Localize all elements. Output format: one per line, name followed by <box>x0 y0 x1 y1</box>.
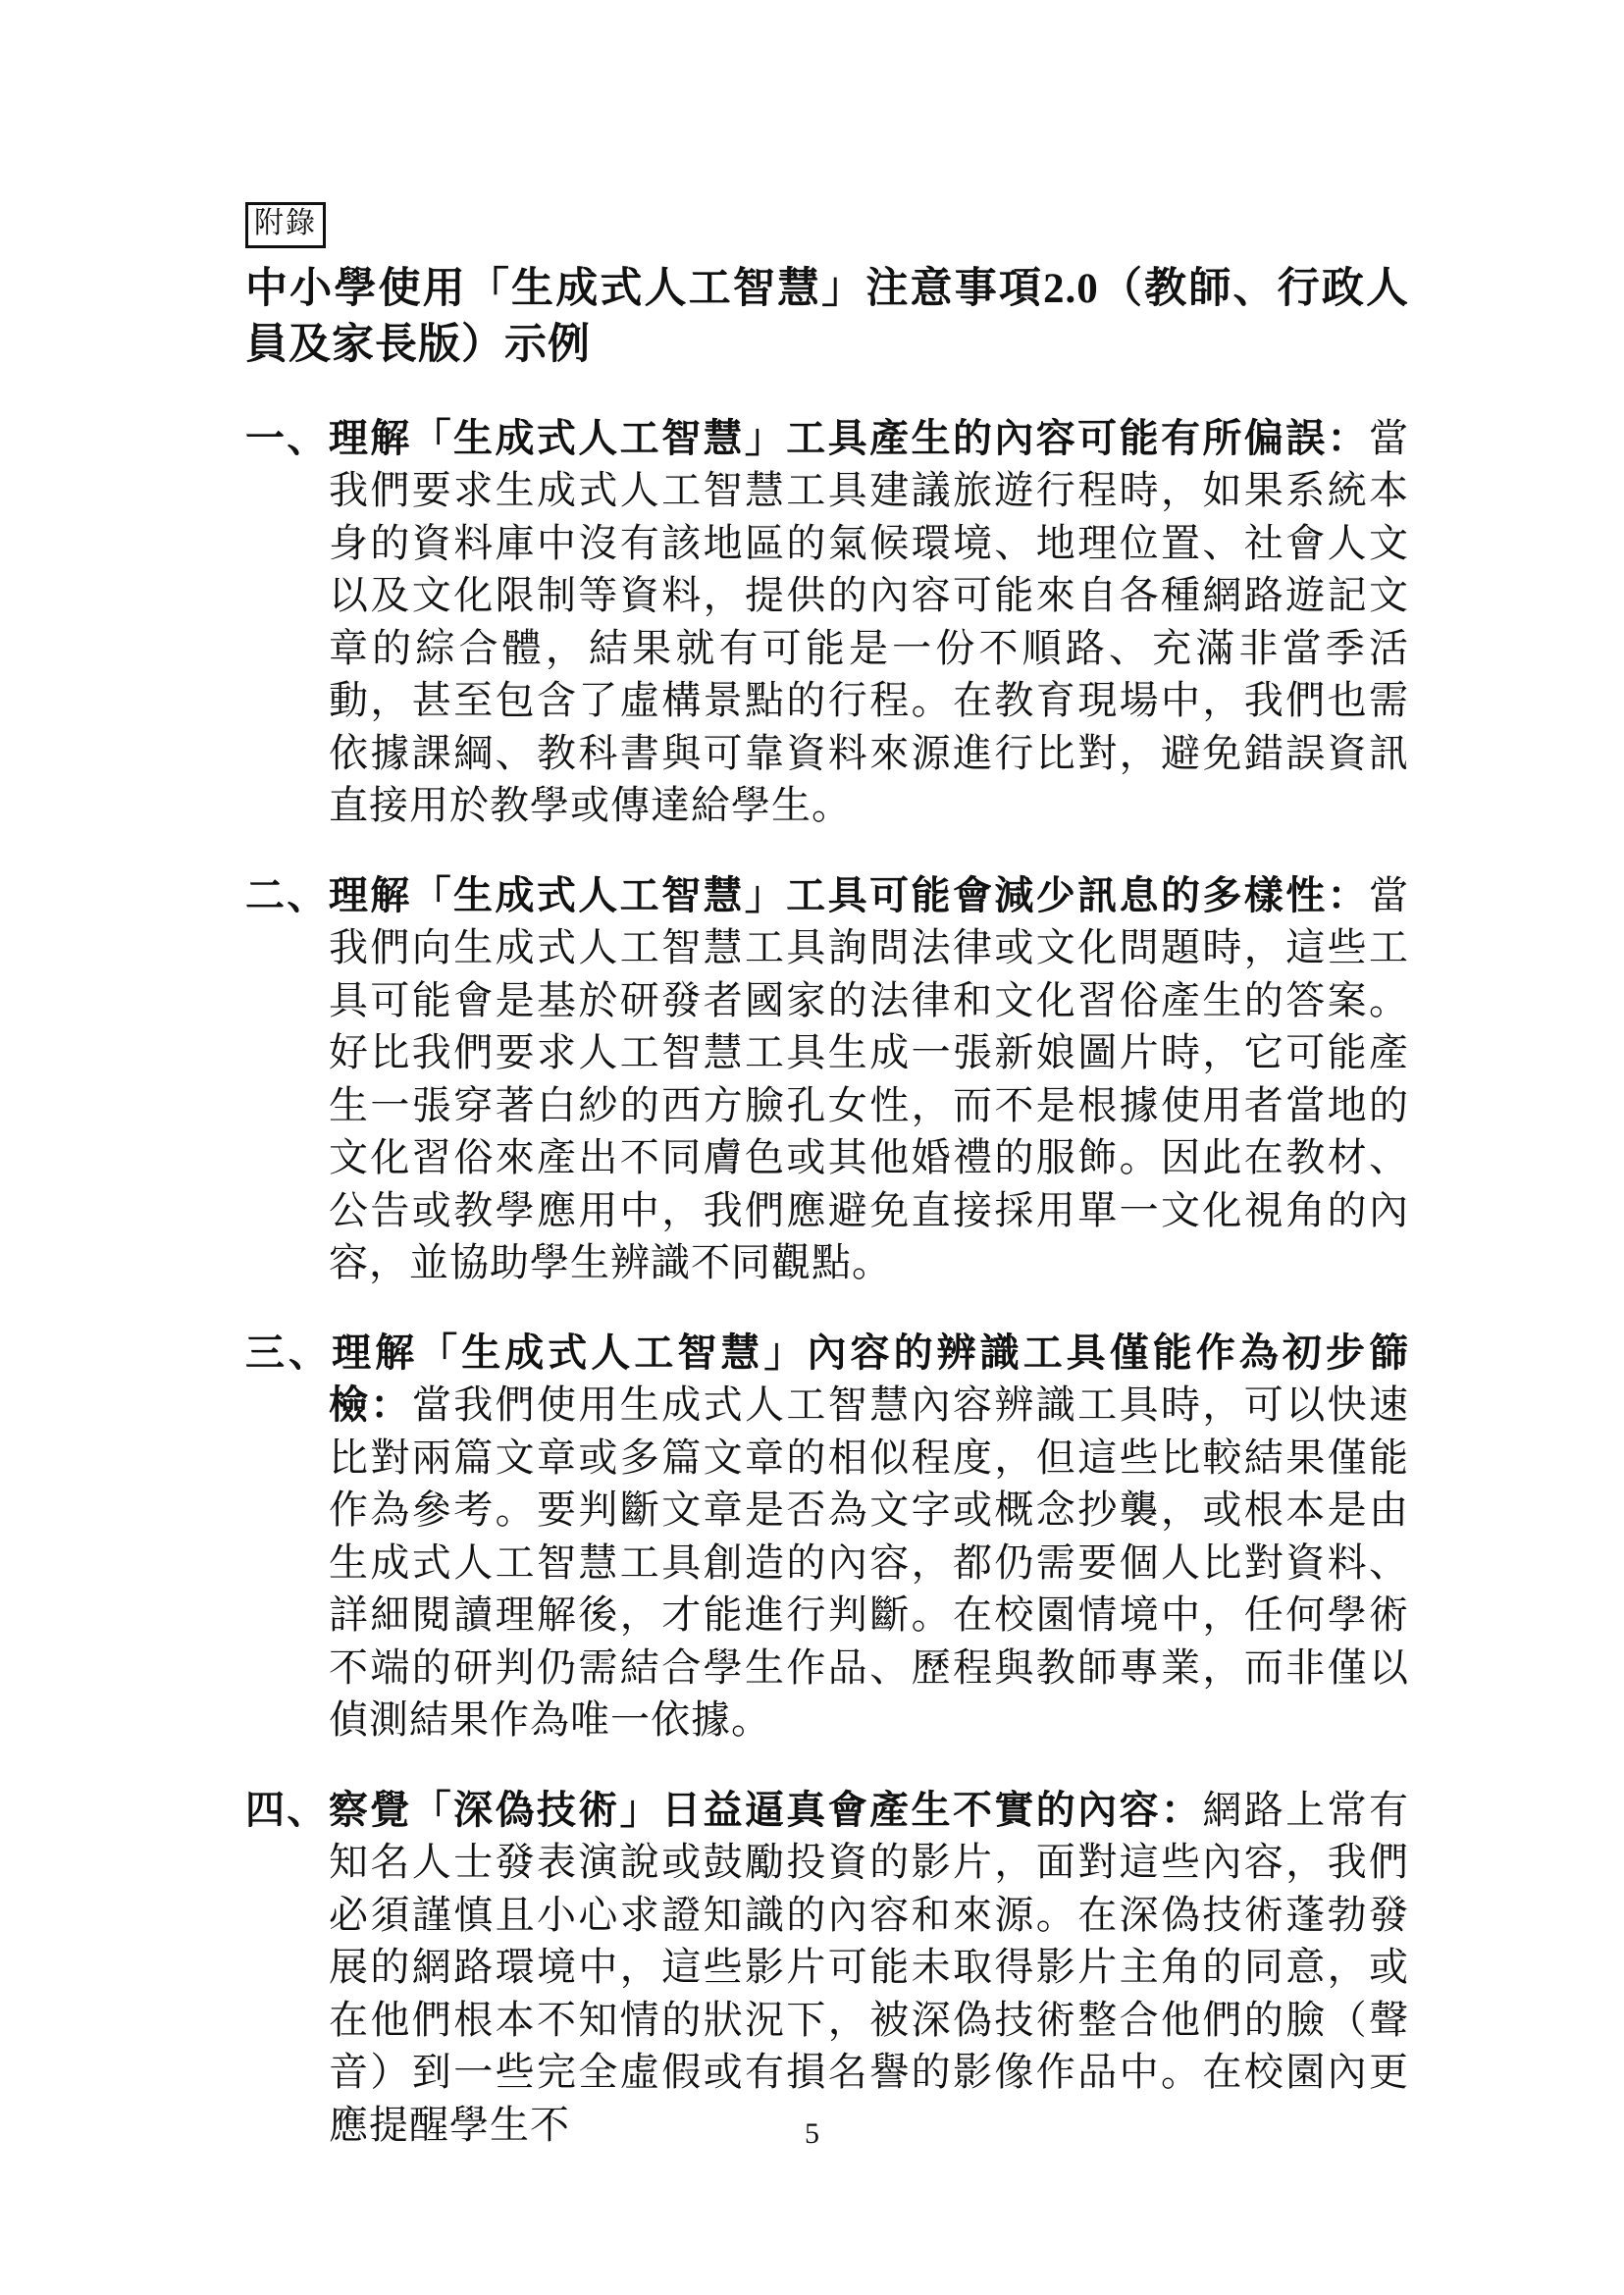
page-title: 中小學使用「生成式人工智慧」注意事項2.0（教師、行政人員及家長版）示例 <box>245 265 1409 368</box>
item-2-body: 當我們向生成式人工智慧工具詢問法律或文化問題時，這些工具可能會是基於研發者國家的法律和文化習俗產生的答案。好比我們要求人工智慧工具生成一張新娘圖片時，它可能產生一張穿著白紗的西方臉孔女性，而不是根據使用者當地的文化習俗來產出不同膚色或其他婚禮的服飾。因此在教材、公告或教學應用中，我們應避免直接採用單一文化視角的內容，並協助學生辨識不同觀點。 <box>329 872 1410 1284</box>
item-2-number: 二、 <box>245 872 329 917</box>
page-number: 5 <box>805 2117 819 2150</box>
list-item-1 <box>245 412 1409 832</box>
list-item-4 <box>245 1784 1409 2152</box>
item-1-number: 一、 <box>245 415 329 460</box>
item-3-number: 三、 <box>245 1330 333 1375</box>
item-4-body: 網路上常有知名人士發表演說或鼓勵投資的影片，面對這些內容，我們必須謹慎且小心求證知識的內容和來源。在深偽技術蓬勃發展的網路環境中，這些影片可能未取得影片主角的同意，或在他們根本不知情的狀況下，被深偽技術整合他們的臉（聲音）到一些完全虛假或有損名譽的影像作品中。在校園內更應提醒學生不 <box>329 1787 1410 2147</box>
page-content <box>245 202 1409 2188</box>
item-1-body: 當我們要求生成式人工智慧工具建議旅遊行程時，如果系統本身的資料庫中沒有該地區的氣候環境、地理位置、社會人文以及文化限制等資料，提供的內容可能來自各種網路遊記文章的綜合體，結果就有可能是一份不順路、充滿非當季活動，甚至包含了虛構景點的行程。在教育現場中，我們也需依據課綱、教科書與可靠資料來源進行比對，避免錯誤資訊直接用於教學或傳達給學生。 <box>329 415 1410 827</box>
item-2-heading: 理解「生成式人工智慧」工具可能會減少訊息的多樣性： <box>328 872 1370 917</box>
item-4-heading: 察覺「深偽技術」日益逼真會產生不實的內容： <box>328 1787 1203 1832</box>
appendix-label: 附錄 <box>245 202 326 248</box>
list-item-3 <box>245 1327 1409 1747</box>
list-item-2 <box>245 869 1409 1289</box>
item-3-body: 當我們使用生成式人工智慧內容辨識工具時，可以快速比對兩篇文章或多篇文章的相似程度，但這些比較結果僅能作為參考。要判斷文章是否為文字或概念抄襲，或根本是由生成式人工智慧工具創造的內容，都仍需要個人比對資料、詳細閱讀理解後，才能進行判斷。在校園情境中，任何學術不端的研判仍需結合學生作品、歷程與教師專業，而非僅以偵測結果作為唯一依據。 <box>329 1382 1410 1742</box>
item-1-heading: 理解「生成式人工智慧」工具產生的內容可能有所偏誤： <box>328 415 1370 460</box>
item-4-number: 四、 <box>245 1787 329 1832</box>
notice-item-list <box>245 412 1409 2152</box>
item-3-heading: 理解「生成式人工智慧」內容的辨識工具僅能作為初步篩檢： <box>329 1330 1410 1427</box>
